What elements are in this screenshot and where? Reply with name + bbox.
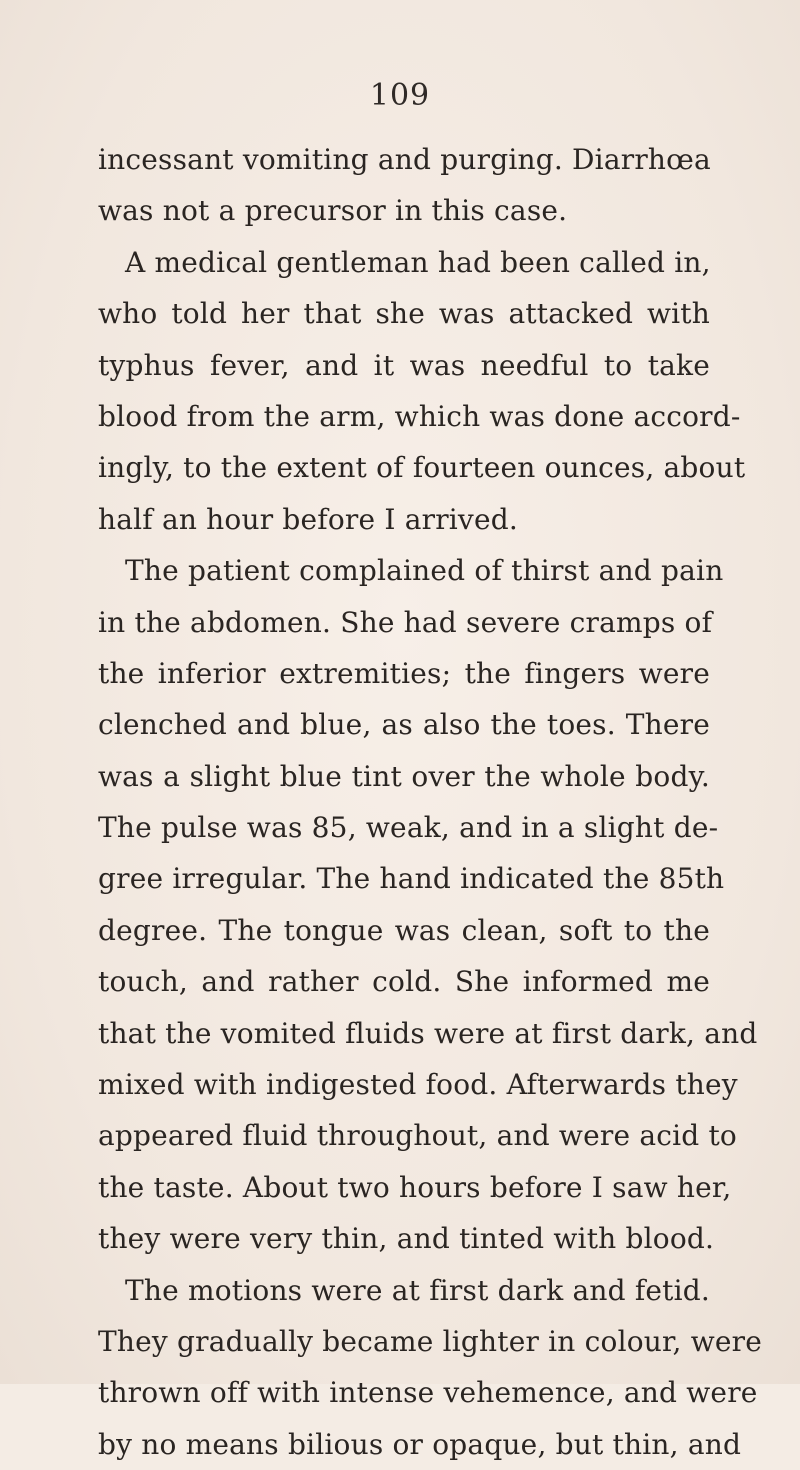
text-line: typhus fever, and it was needful to take <box>98 348 710 382</box>
text-line: The pulse was 85, weak, and in a slight de- <box>98 811 719 845</box>
text-line: touch, and rather cold. She informed me <box>98 965 710 999</box>
text-line: A medical gentleman had been called in, <box>125 245 711 279</box>
text-line: mixed with indigested food. Afterwards they <box>98 1068 738 1102</box>
page-number: 109 <box>369 78 431 113</box>
text-line: thrown off with intense vehemence, and were <box>98 1376 758 1410</box>
text-line: that the vomited fluids were at first dark, and <box>98 1016 758 1050</box>
text-line: The motions were at first dark and fetid. <box>125 1273 711 1307</box>
text-line: they were very thin, and tinted with blood. <box>98 1222 715 1256</box>
text-line: by no means bilious or opaque, but thin, and <box>98 1427 742 1461</box>
text-line: incessant vomiting and purging. Diarrhœa <box>98 143 711 176</box>
text-line: half an hour before I arrived. <box>98 502 518 536</box>
text-line: was a slight blue tint over the whole body. <box>98 759 710 793</box>
text-line: degree. The tongue was clean, soft to the <box>98 913 710 947</box>
text-line: clenched and blue, as also the toes. There <box>98 708 710 742</box>
text-line: ingly, to the extent of fourteen ounces, about <box>98 451 746 485</box>
text-line: the taste. About two hours before I saw her, <box>98 1170 732 1204</box>
text-line: who told her that she was attacked with <box>98 297 710 331</box>
text-line: The patient complained of thirst and pain <box>125 554 724 588</box>
text-line: blood from the arm, which was done accord- <box>98 399 741 433</box>
body-text <box>98 134 763 1470</box>
text-line: in the abdomen. She had severe cramps of <box>98 605 713 639</box>
text-line: They gradually became lighter in colour, were <box>98 1324 763 1358</box>
text-line: the inferior extremities; the fingers were <box>98 656 710 690</box>
text-line: gree irregular. The hand indicated the 85th <box>98 862 725 896</box>
text-line: appeared fluid throughout, and were acid to <box>98 1119 737 1153</box>
text-line: was not a precursor in this case. <box>98 194 568 228</box>
